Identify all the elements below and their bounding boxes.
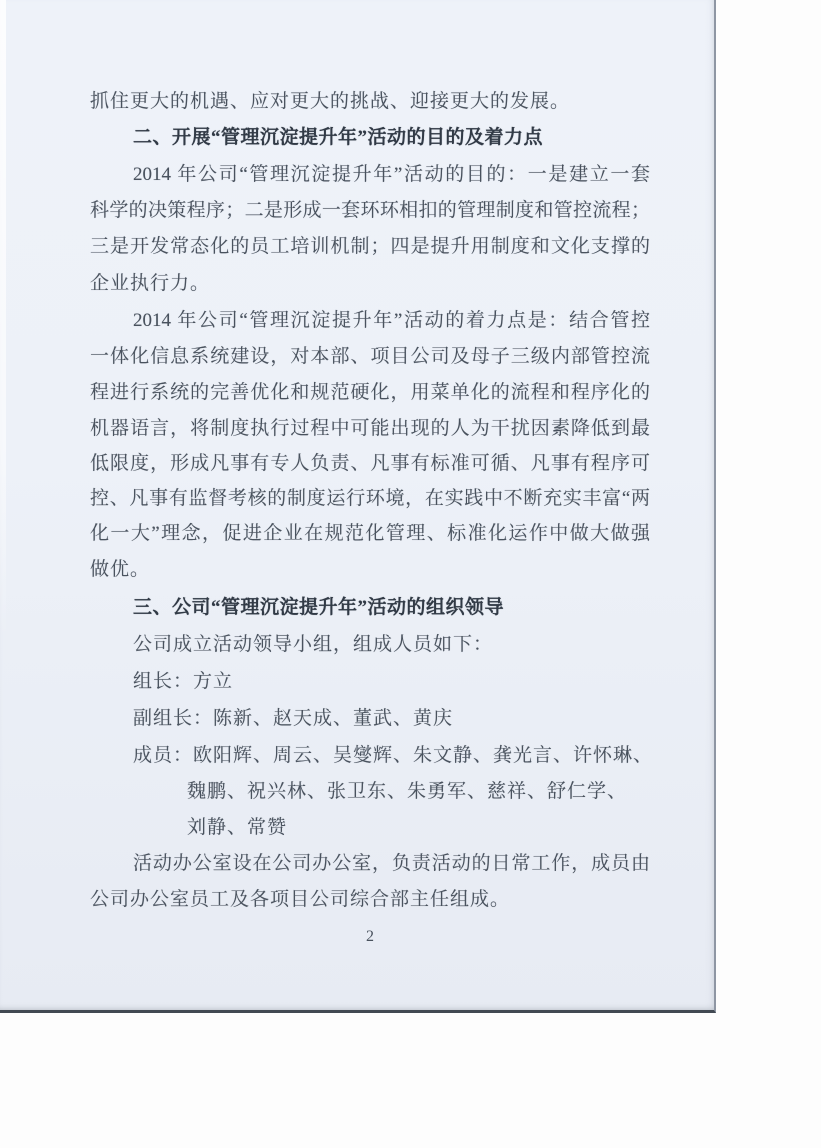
text-line: 机器语言，将制度执行过程中可能出现的人为干扰因素降低到最	[90, 418, 650, 439]
text-line: 低限度，形成凡事有专人负责、凡事有标准可循、凡事有程序可	[90, 453, 650, 474]
roster-members-line: 魏鹏、祝兴林、张卫东、朱勇军、慈祥、舒仁学、	[187, 781, 628, 802]
roster-deputy-line: 副组长：陈新、赵天成、董武、黄庆	[133, 708, 454, 729]
text-line: 一体化信息系统建设，对本部、项目公司及母子三级内部管控流	[90, 346, 650, 367]
text-line: 企业执行力。	[90, 273, 211, 294]
text-line: 2014 年公司“管理沉淀提升年”活动的着力点是：结合管控	[133, 310, 650, 331]
text-line: 公司成立活动领导小组，组成人员如下：	[133, 634, 494, 655]
roster-leader-line: 组长：方立	[133, 671, 234, 692]
section-heading: 二、开展“管理沉淀提升年”活动的目的及着力点	[133, 127, 544, 148]
section-heading: 三、公司“管理沉淀提升年”活动的组织领导	[133, 597, 505, 618]
page-number: 2	[366, 928, 374, 945]
text-line: 三是开发常态化的员工培训机制；四是提升用制度和文化支撑的	[90, 236, 650, 257]
text-line: 活动办公室设在公司办公室，负责活动的日常工作，成员由	[133, 853, 650, 874]
text-line: 抓住更大的机遇、应对更大的挑战、迎接更大的发展。	[90, 91, 571, 112]
roster-members-line: 刘静、常赞	[187, 817, 288, 838]
text-line: 程进行系统的完善优化和规范硬化，用菜单化的流程和程序化的	[90, 382, 650, 403]
text-line: 化一大”理念，促进企业在规范化管理、标准化运作中做大做强	[90, 523, 650, 544]
text-line: 做优。	[90, 559, 151, 580]
scan-edge-artifact	[0, 0, 6, 640]
text-line: 科学的决策程序；二是形成一套环环相扣的管理制度和管控流程；	[90, 200, 650, 221]
roster-members-line: 成员：欧阳辉、周云、吴燮辉、朱文静、龚光言、许怀琳、	[133, 745, 654, 766]
text-line: 2014 年公司“管理沉淀提升年”活动的目的：一是建立一套	[133, 164, 650, 185]
text-line: 公司办公室员工及各项目公司综合部主任组成。	[90, 889, 511, 910]
text-line: 控、凡事有监督考核的制度运行环境，在实践中不断充实丰富“两	[90, 488, 650, 509]
